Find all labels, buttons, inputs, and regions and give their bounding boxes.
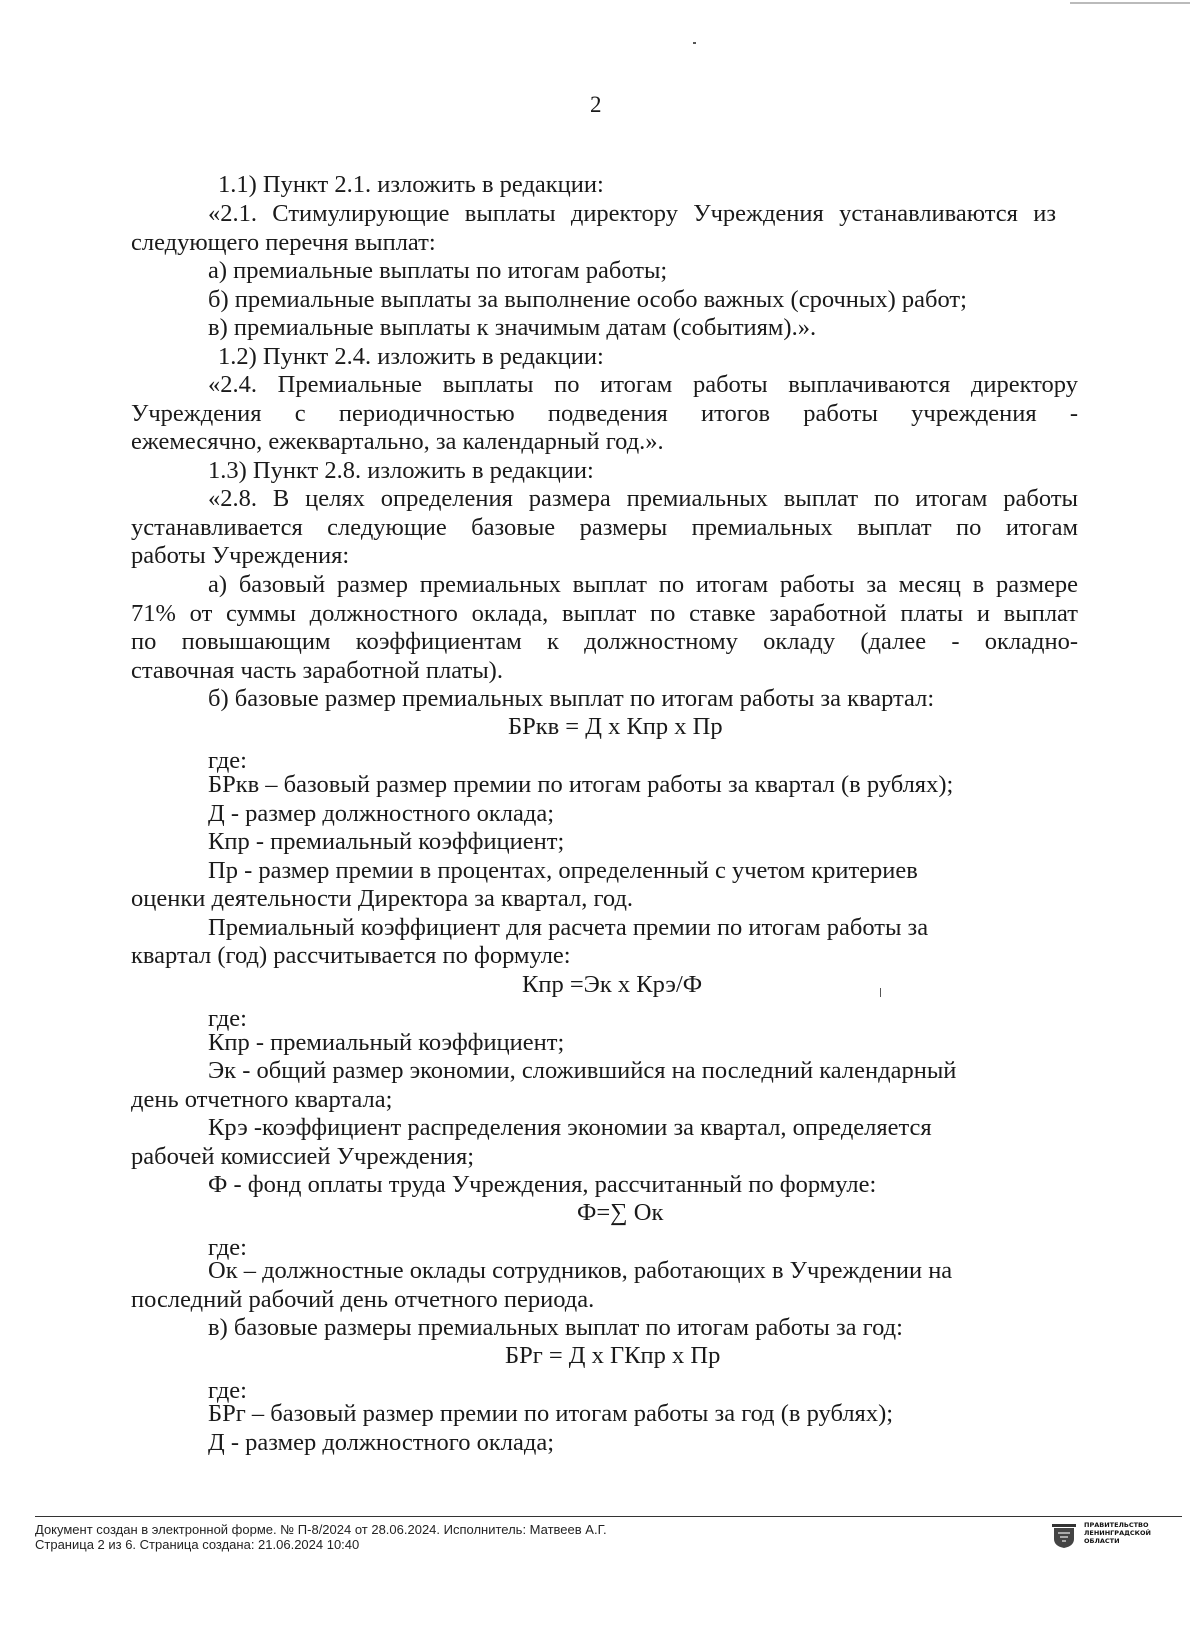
footer-rule	[35, 1516, 1182, 1517]
definition-line: Д - размер должностного оклада;	[208, 800, 555, 827]
list-item-b: б) премиальные выплаты за выполнение особо важных (срочных) работ;	[208, 286, 967, 313]
clause-1-2-heading: 1.2) Пункт 2.4. изложить в редакции:	[218, 343, 604, 370]
clause-2-4-text-line: ежемесячно, ежеквартально, за календарный год.».	[131, 428, 664, 455]
where-label: где:	[208, 747, 247, 774]
government-logo-line: ОБЛАСТИ	[1084, 1537, 1120, 1545]
clause-2-8-text-line: работы Учреждения:	[131, 542, 350, 569]
definition-line: Эк - общий размер экономии, сложившийся на последний календарный	[208, 1057, 957, 1084]
where-label: где:	[208, 1377, 247, 1404]
paragraph-line: Премиальный коэффициент для расчета премии по итогам работы за	[208, 914, 929, 941]
clause-1-3-heading: 1.3) Пункт 2.8. изложить в редакции:	[208, 457, 594, 484]
formula-coefficient: Кпр =Эк х Крэ/Ф	[522, 971, 703, 998]
scan-edge-mark	[1070, 2, 1190, 4]
where-label: где:	[208, 1234, 247, 1261]
paragraph-line: квартал (год) рассчитывается по формуле:	[131, 942, 571, 969]
clause-2-1-text-line: следующего перечня выплат:	[131, 229, 436, 256]
definition-line: Пр - размер премии в процентах, определенный с учетом критериев	[208, 857, 918, 884]
formula-quarter: БРкв = Д х Кпр х Пр	[508, 713, 723, 740]
item-a-text-line: по повышающим коэффициентам к должностному окладу (далее - окладно-	[131, 628, 1078, 655]
definition-line: Кпр - премиальный коэффициент;	[208, 828, 565, 855]
item-a-text-line: а) базовый размер премиальных выплат по итогам работы за месяц в размере	[208, 571, 1078, 598]
definition-line: БРкв – базовый размер премии по итогам работы за квартал (в рублях);	[208, 771, 954, 798]
definition-line: последний рабочий день отчетного периода.	[131, 1286, 595, 1313]
page-number: 2	[590, 92, 602, 117]
list-item-c: в) премиальные выплаты к значимым датам (событиям).».	[208, 314, 817, 341]
footer-document-info: Документ создан в электронной форме. № П-8/2024 от 28.06.2024. Исполнитель: Матвеев А.Г.	[35, 1522, 607, 1537]
formula-year: БРг = Д х ГКпр х Пр	[505, 1342, 721, 1369]
scan-speck	[693, 42, 696, 44]
definition-line: день отчетного квартала;	[131, 1086, 393, 1113]
item-a-text-line: 71% от суммы должностного оклада, выплат по ставке заработной платы и выплат	[131, 600, 1078, 627]
where-label: где:	[208, 1005, 247, 1032]
coat-of-arms-icon	[1050, 1521, 1078, 1549]
definition-line: Крэ -коэффициент распределения экономии за квартал, определяется	[208, 1114, 932, 1141]
scan-speck	[880, 988, 881, 997]
definition-line: Ок – должностные оклады сотрудников, работающих в Учреждении на	[208, 1257, 953, 1284]
clause-2-8-text-line: устанавливается следующие базовые размеры премиальных выплат по итогам	[131, 514, 1078, 541]
definition-line: Д - размер должностного оклада;	[208, 1429, 555, 1456]
government-logo-line: ЛЕНИНГРАДСКОЙ	[1084, 1529, 1151, 1537]
definition-line: Ф - фонд оплаты труда Учреждения, рассчитанный по формуле:	[208, 1171, 877, 1198]
item-v-text-line: в) базовые размеры премиальных выплат по итогам работы за год:	[208, 1314, 903, 1341]
definition-line: рабочей комиссией Учреждения;	[131, 1143, 475, 1170]
clause-2-8-text-line: «2.8. В целях определения размера премиальных выплат по итогам работы	[208, 485, 1078, 512]
clause-1-1-heading: 1.1) Пункт 2.1. изложить в редакции:	[218, 171, 604, 198]
definition-line: оценки деятельности Директора за квартал, год.	[131, 885, 634, 912]
definition-line: Кпр - премиальный коэффициент;	[208, 1029, 565, 1056]
definition-line: БРг – базовый размер премии по итогам работы за год (в рублях);	[208, 1400, 894, 1427]
clause-2-4-text-line: Учреждения с периодичностью подведения итогов работы учреждения -	[131, 400, 1078, 427]
clause-2-1-text-line: «2.1. Стимулирующие выплаты директору Учреждения устанавливаются из	[208, 200, 1056, 227]
item-a-text-line: ставочная часть заработной платы).	[131, 657, 503, 684]
government-logo-line: ПРАВИТЕЛЬСТВО	[1084, 1521, 1149, 1529]
footer-page-info: Страница 2 из 6. Страница создана: 21.06.2024 10:40	[35, 1537, 360, 1552]
government-logo-text	[1084, 1521, 1151, 1545]
item-b-text-line: б) базовые размер премиальных выплат по итогам работы за квартал:	[208, 685, 935, 712]
formula-fund: Ф=∑ Ок	[577, 1199, 664, 1226]
list-item-a: а) премиальные выплаты по итогам работы;	[208, 257, 668, 284]
clause-2-4-text-line: «2.4. Премиальные выплаты по итогам работы выплачиваются директору	[208, 371, 1078, 398]
